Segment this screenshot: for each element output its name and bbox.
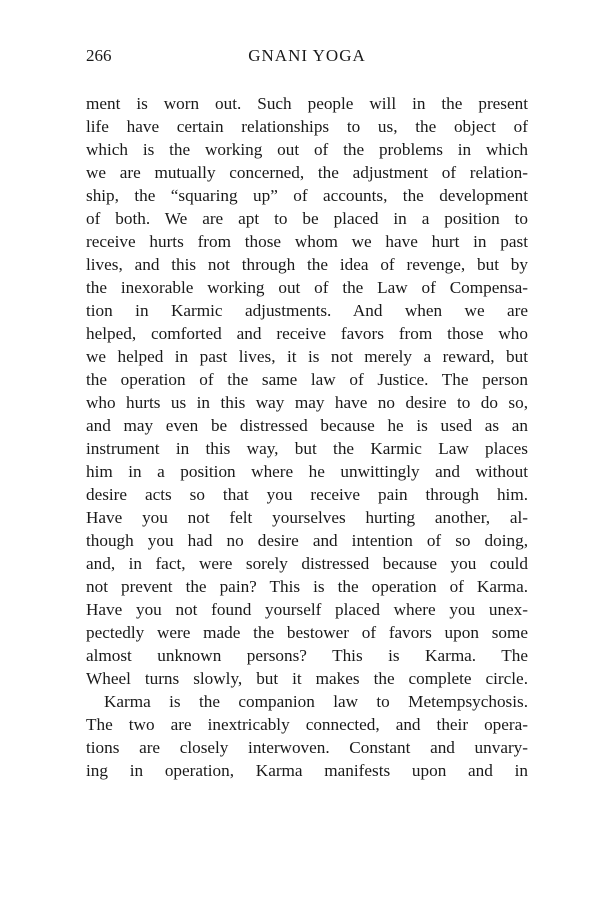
text-line: who hurts us in this way may have no desire to do so,	[86, 393, 528, 412]
text-line: helped, comforted and receive favors from those who	[86, 324, 528, 343]
text-line: The two are inextricably connected, and their opera-	[86, 715, 528, 734]
text-line: tion in Karmic adjustments. And when we are	[86, 301, 528, 320]
text-line: him in a position where he unwittingly and without	[86, 462, 528, 481]
text-line: not prevent the pain? This is the operation of Karma.	[86, 577, 528, 596]
text-line: instrument in this way, but the Karmic Law places	[86, 439, 528, 458]
text-line: of both. We are apt to be placed in a position to	[86, 209, 528, 228]
text-line: almost unknown persons? This is Karma. The	[86, 646, 528, 665]
text-line: desire acts so that you receive pain through him.	[86, 485, 528, 504]
body-text	[86, 92, 528, 782]
text-line: we are mutually concerned, the adjustment of relation-	[86, 163, 528, 182]
text-line: the inexorable working out of the Law of Compensa-	[86, 278, 528, 297]
text-line: life have certain relationships to us, the object of	[86, 117, 528, 136]
running-title: GNANI YOGA	[248, 46, 366, 65]
text-line: though you had no desire and intention of so doing,	[86, 531, 528, 550]
text-line: Have you not felt yourselves hurting another, al-	[86, 508, 528, 527]
text-line: which is the working out of the problems in which	[86, 140, 528, 159]
text-line: tions are closely interwoven. Constant and unvary-	[86, 738, 528, 757]
text-line: ment is worn out. Such people will in the present	[86, 94, 528, 113]
text-line: and may even be distressed because he is used as an	[86, 416, 528, 435]
text-line: the operation of the same law of Justice. The person	[86, 370, 528, 389]
text-line: ship, the “squaring up” of accounts, the development	[86, 186, 528, 205]
text-line: receive hurts from those whom we have hurt in past	[86, 232, 528, 251]
text-line: we helped in past lives, it is not merely a reward, but	[86, 347, 528, 366]
text-line: Wheel turns slowly, but it makes the complete circle.	[86, 669, 528, 688]
text-line: Have you not found yourself placed where you unex-	[86, 600, 528, 619]
text-line: pectedly were made the bestower of favors upon some	[86, 623, 528, 642]
page-number: 266	[86, 46, 112, 65]
text-line: ing in operation, Karma manifests upon and in	[86, 761, 528, 780]
text-line: lives, and this not through the idea of revenge, but by	[86, 255, 528, 274]
text-line: and, in fact, were sorely distressed because you could	[86, 554, 528, 573]
text-line: Karma is the companion law to Metempsychosis.	[104, 692, 528, 711]
